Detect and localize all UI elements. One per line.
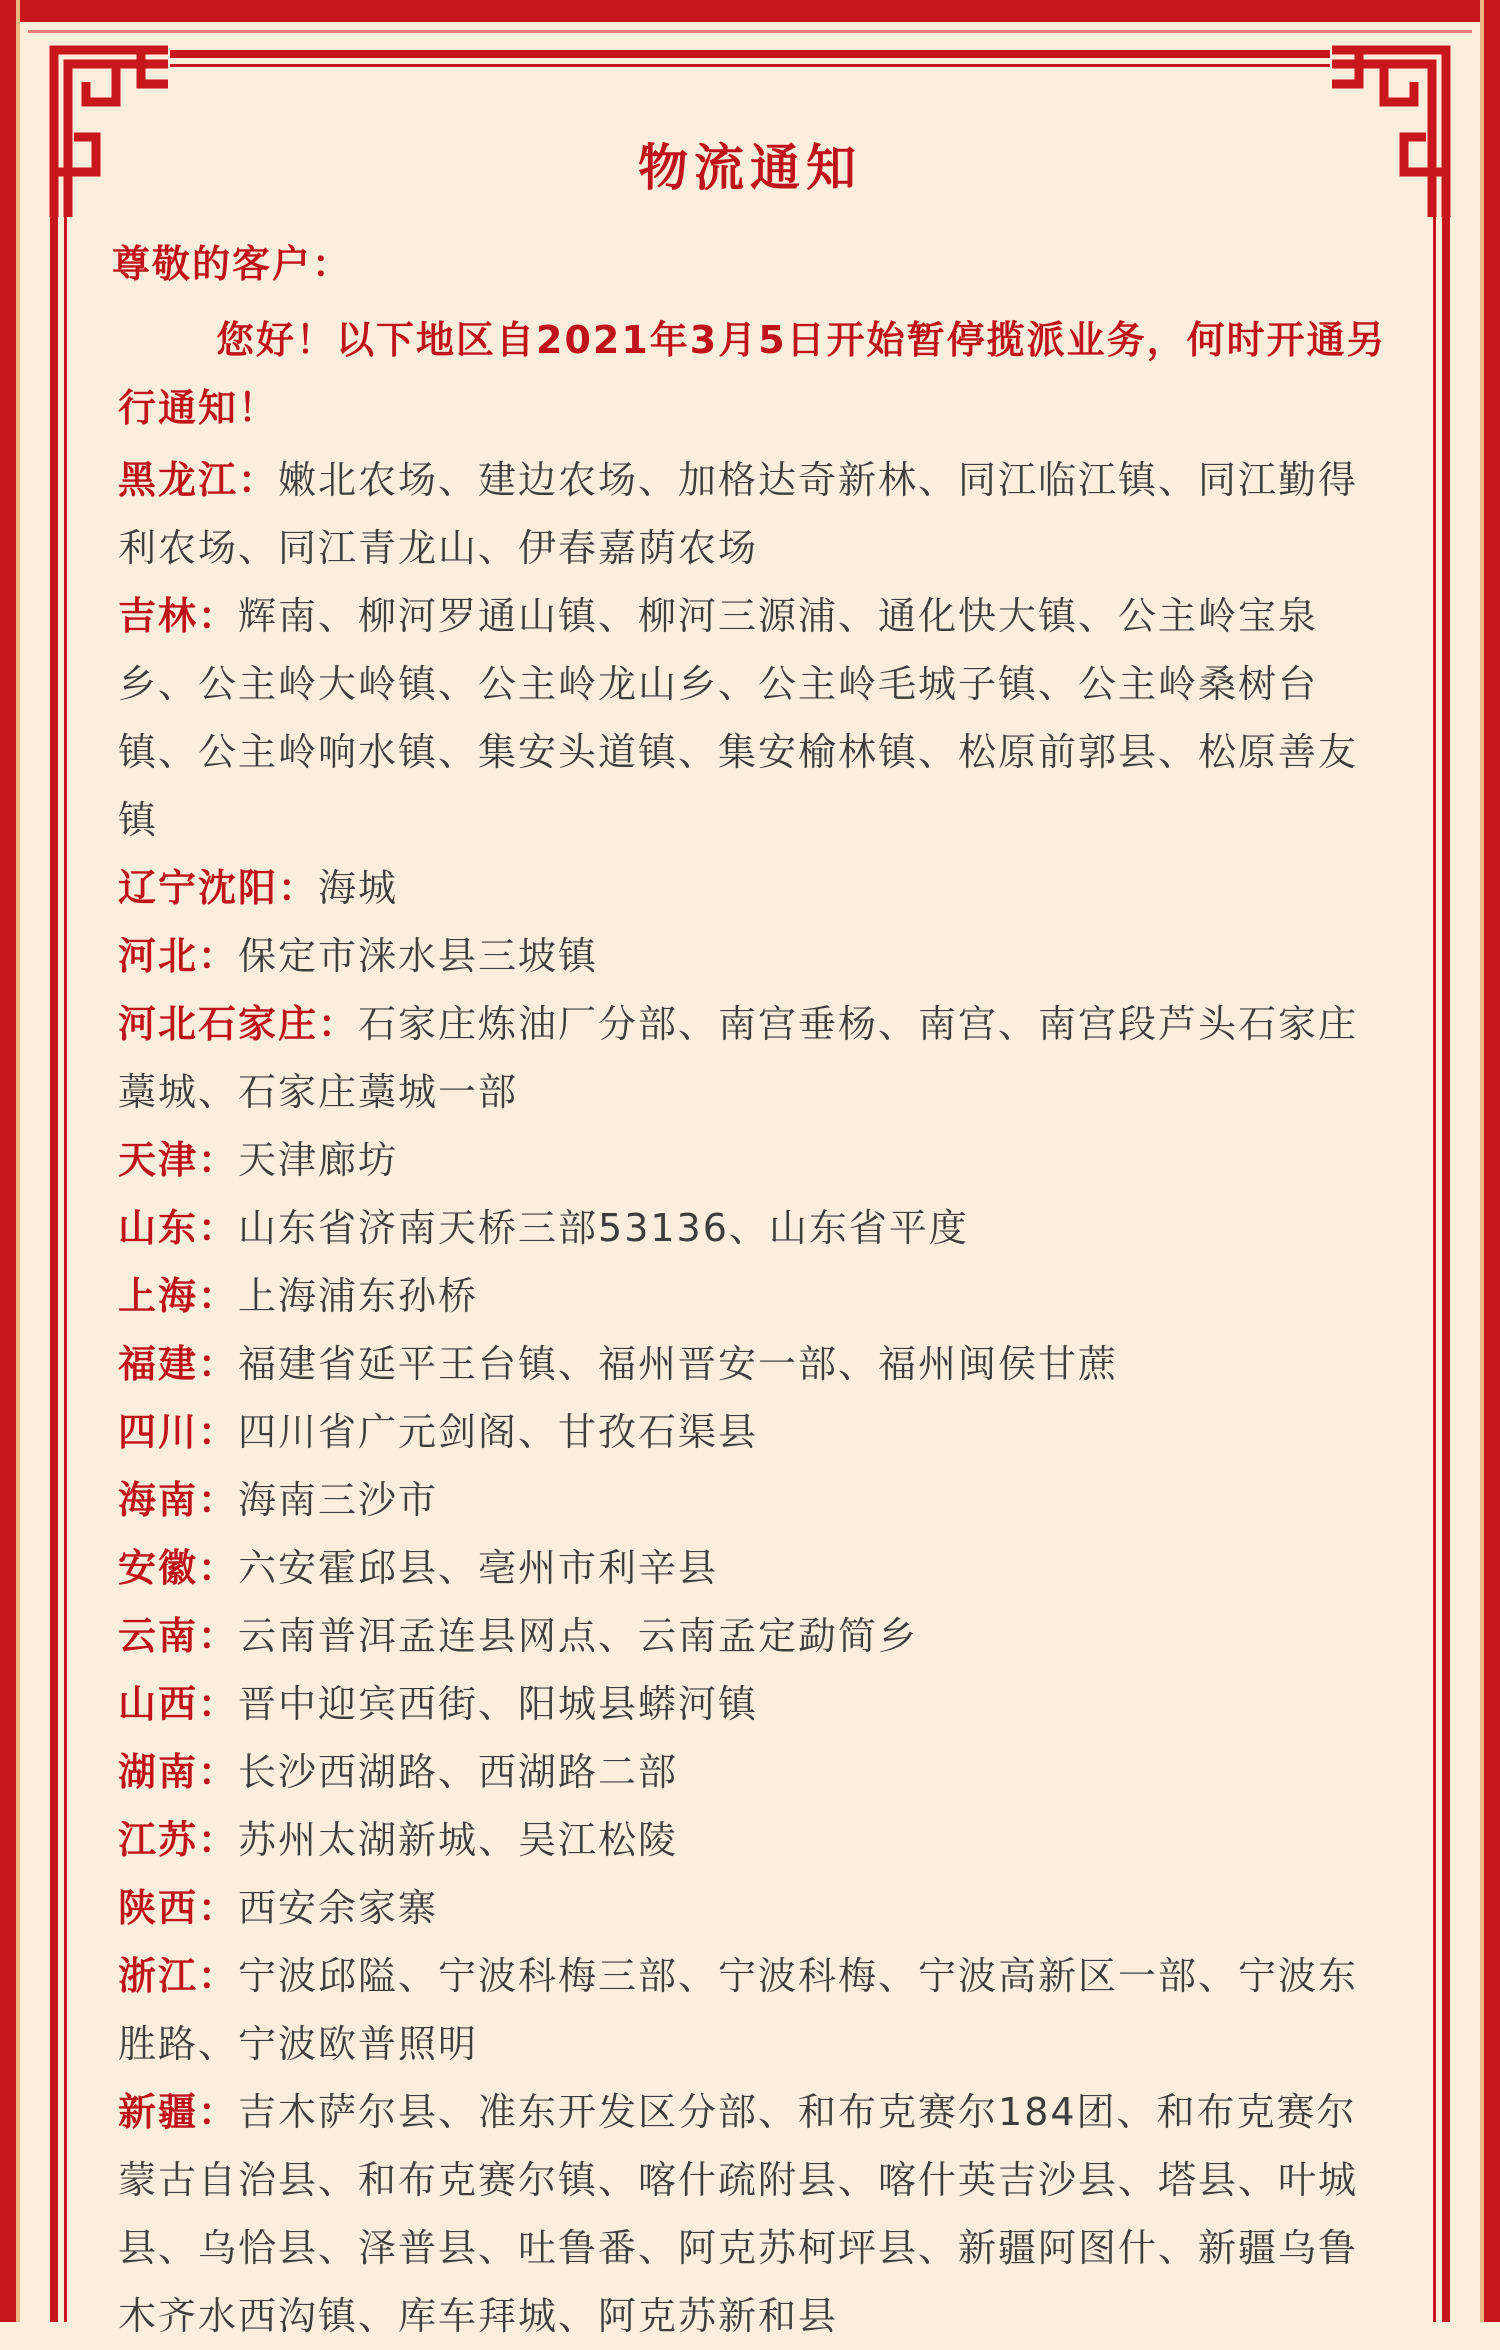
left-frame-thin-line (64, 215, 67, 2322)
region-item (118, 1466, 1388, 1534)
notice-title: 物流通知 (638, 138, 862, 197)
region-item (118, 1194, 1388, 1262)
region-name: 新疆： (118, 2090, 239, 2134)
region-areas: 保定市涞水县三坡镇 (238, 934, 599, 978)
region-name: 陕西： (118, 1886, 239, 1930)
region-areas: 晋中迎宾西街、阳城县蟒河镇 (238, 1682, 759, 1726)
region-areas: 嫩北农场、建边农场、加格达奇新林、同江临江镇、同江勤得利农场、同江青龙山、伊春嘉荫农场 (118, 458, 1359, 570)
region-name: 江苏： (118, 1818, 239, 1862)
region-name: 河北石家庄： (118, 1002, 359, 1046)
region-item (118, 1602, 1388, 1670)
region-item (118, 446, 1388, 582)
region-item (118, 854, 1388, 922)
intro-text: 您好！以下地区自2021年3月5日开始暂停揽派业务，何时开通另行通知！ (118, 318, 1387, 430)
region-name: 海南： (118, 1478, 239, 1522)
region-areas: 上海浦东孙桥 (238, 1274, 479, 1318)
region-areas: 山东省济南天桥三部53136、山东省平度 (238, 1206, 969, 1250)
region-name: 黑龙江： (118, 458, 279, 502)
right-frame-line (1442, 215, 1450, 2322)
region-areas: 石家庄炼油厂分部、南宫垂杨、南宫、南宫段芦头石家庄藁城、石家庄藁城一部 (118, 1002, 1359, 1114)
region-item (118, 582, 1388, 854)
region-item (118, 1806, 1388, 1874)
region-item (118, 990, 1388, 1126)
region-name: 浙江： (118, 1954, 239, 1998)
region-areas: 海城 (318, 866, 399, 910)
region-item (118, 1398, 1388, 1466)
region-item (118, 1738, 1388, 1806)
greeting: 尊敬的客户： (112, 242, 353, 286)
region-areas: 六安霍邱县、亳州市利辛县 (238, 1546, 719, 1590)
region-areas: 天津廊坊 (238, 1138, 399, 1182)
region-name: 河北： (118, 934, 239, 978)
top-frame-line (170, 50, 1330, 58)
region-name: 云南： (118, 1614, 239, 1658)
region-item (118, 2078, 1388, 2350)
region-list (118, 446, 1388, 2350)
region-name: 辽宁沈阳： (118, 866, 319, 910)
region-item (118, 1126, 1388, 1194)
region-item (118, 1874, 1388, 1942)
region-name: 天津： (118, 1138, 239, 1182)
region-item (118, 922, 1388, 990)
left-frame-line (50, 215, 58, 2322)
region-areas: 吉木萨尔县、准东开发区分部、和布克赛尔184团、和布克赛尔蒙古自治县、和布克赛尔镇、喀什疏附县、喀什英吉沙县、塔县、叶城县、乌恰县、泽普县、吐鲁番、阿克苏柯坪县、新疆阿图什、新疆乌鲁木齐水西沟镇、库车拜城、阿克苏新和县 (118, 2090, 1359, 2338)
region-name: 上海： (118, 1274, 239, 1318)
region-name: 湖南： (118, 1750, 239, 1794)
left-gold-stripe (16, 0, 20, 2322)
region-item (118, 1942, 1388, 2078)
region-areas: 西安余家寨 (238, 1886, 439, 1930)
region-item (118, 1534, 1388, 1602)
right-gold-stripe (1480, 0, 1484, 2322)
top-frame-thin-line (170, 64, 1330, 67)
region-item (118, 1262, 1388, 1330)
region-areas: 四川省广元剑阁、甘孜石渠县 (238, 1410, 759, 1454)
region-name: 山西： (118, 1682, 239, 1726)
right-frame-thin-line (1433, 215, 1436, 2322)
region-name: 福建： (118, 1342, 239, 1386)
region-areas: 苏州太湖新城、吴江松陵 (238, 1818, 679, 1862)
region-areas: 宁波邱隘、宁波科梅三部、宁波科梅、宁波高新区一部、宁波东胜路、宁波欧普照明 (118, 1954, 1359, 2066)
region-item (118, 1330, 1388, 1398)
region-areas: 福建省延平王台镇、福州晋安一部、福州闽侯甘蔗 (238, 1342, 1119, 1386)
region-item (118, 1670, 1388, 1738)
region-areas: 海南三沙市 (238, 1478, 439, 1522)
region-areas: 长沙西湖路、西湖路二部 (238, 1750, 679, 1794)
region-name: 吉林： (118, 594, 239, 638)
region-name: 山东： (118, 1206, 239, 1250)
region-areas: 辉南、柳河罗通山镇、柳河三源浦、通化快大镇、公主岭宝泉乡、公主岭大岭镇、公主岭龙山乡、公主岭毛城子镇、公主岭桑树台镇、公主岭响水镇、集安头道镇、集安榆林镇、松原前郭县、松原善友镇 (118, 594, 1359, 842)
region-name: 安徽： (118, 1546, 239, 1590)
region-areas: 云南普洱孟连县网点、云南孟定勐简乡 (238, 1614, 919, 1658)
region-name: 四川： (118, 1410, 239, 1454)
notice-body (112, 230, 1388, 2350)
